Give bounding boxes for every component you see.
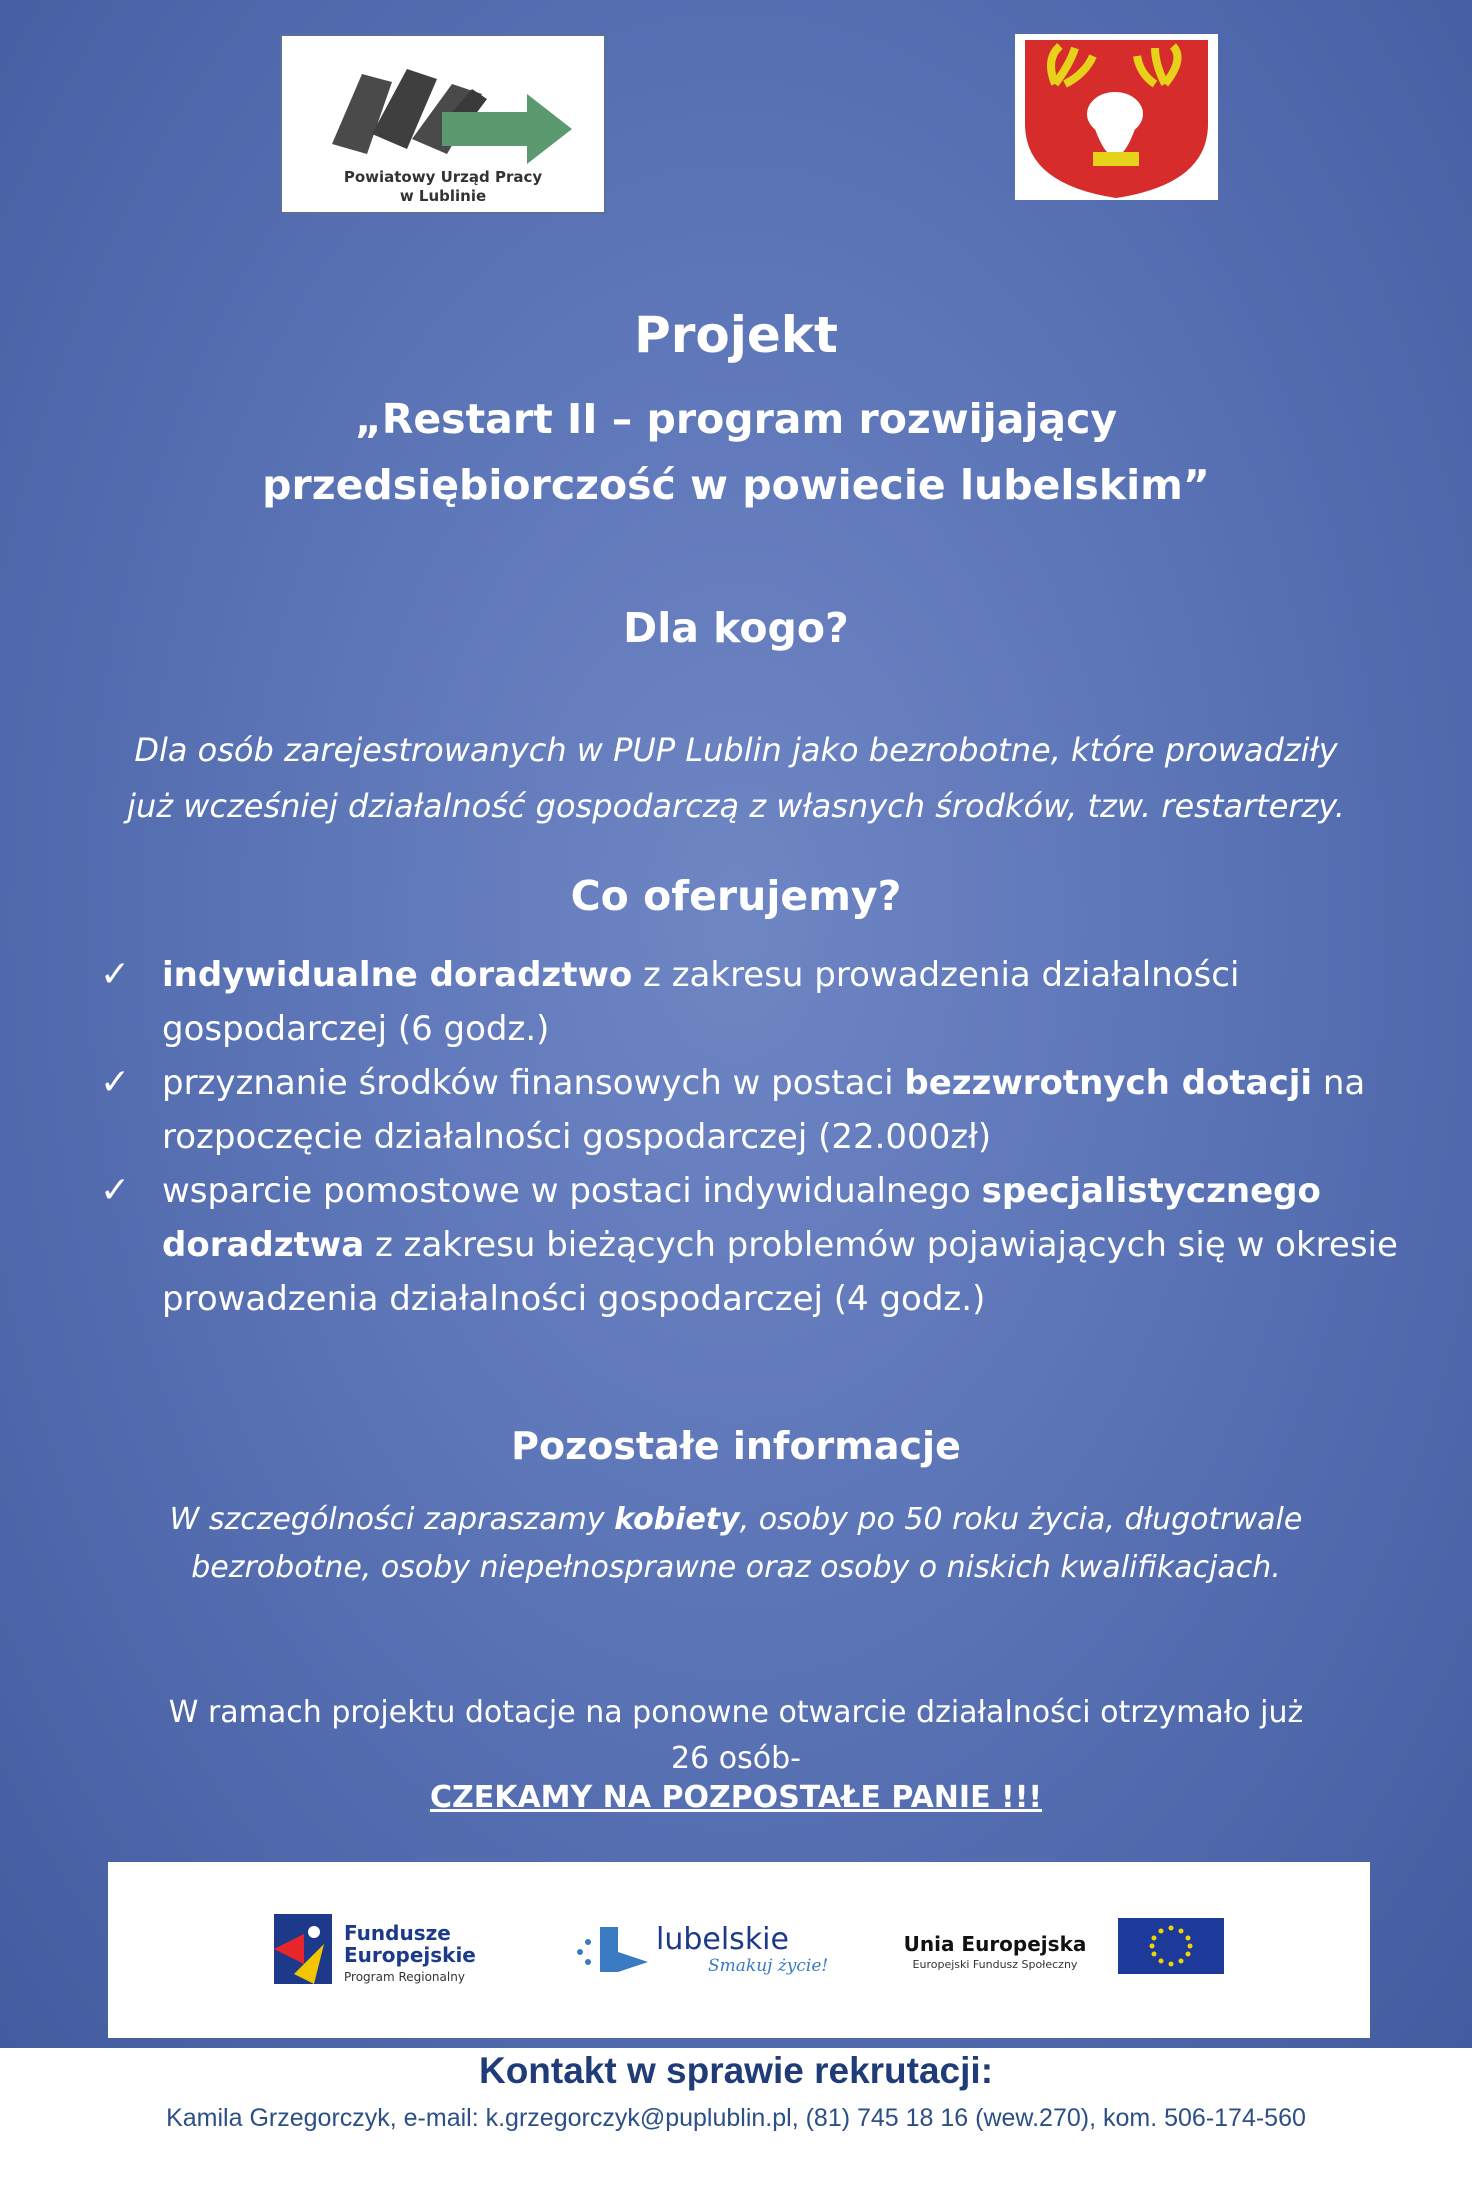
office-logo-line1: Powiatowy Urząd Pracy <box>343 168 543 186</box>
offer-item-text: wsparcie pomostowe w postaci indywidualnego <box>162 1171 982 1211</box>
office-logo <box>280 34 606 214</box>
contact-heading: Kontakt w sprawie rekrutacji: <box>478 2050 994 2091</box>
office-logo-line2: w Lublinie <box>399 187 487 205</box>
summary-text <box>0 1690 1472 1782</box>
eu-funds-logo-icon <box>274 1914 332 1984</box>
eu-flag-icon <box>1118 1918 1224 1974</box>
check-icon: ✓ <box>100 1062 131 1103</box>
deer-crest-icon <box>1015 34 1218 200</box>
project-title: Projekt <box>634 306 838 364</box>
fe-line1: Fundusze <box>344 1921 451 1945</box>
lubelskie-slogan: Smakuj życie! <box>708 1956 829 1976</box>
for-whom-text <box>0 722 1472 834</box>
offer-item-text: z zakresu bieżących problemów pojawiających się w okresie prowadzenia działalności gospodarczej (4 godz.) <box>162 1225 1398 1319</box>
subtitle-line1: „Restart II – program rozwijający <box>354 395 1118 443</box>
eu-title: Unia Europejska <box>903 1932 1087 1956</box>
lubelskie-logo-icon <box>570 1922 650 1982</box>
offer-item-text: z zakresu prowadzenia działalności gospodarczej (6 godz.) <box>162 955 1240 1049</box>
for-whom-heading: Dla kogo? <box>623 604 849 652</box>
fe-line3: Program Regionalny <box>344 1970 465 1984</box>
project-subtitle <box>0 386 1472 518</box>
other-info-text <box>0 1496 1472 1592</box>
other-line1-b: , osoby po 50 roku życia, długotrwale <box>739 1502 1303 1537</box>
offer-item <box>100 1056 1400 1164</box>
lubelskie-text: lubelskie <box>656 1922 789 1957</box>
other-line1-a: W szczególności zapraszamy <box>169 1502 615 1537</box>
check-icon: ✓ <box>100 954 131 995</box>
offer-list <box>100 948 1400 1326</box>
other-info-heading: Pozostałe informacje <box>511 1424 961 1468</box>
summary-line2: 26 osób- <box>671 1741 801 1776</box>
eu-funds-text <box>344 1922 476 1988</box>
offer-item <box>100 948 1400 1056</box>
contact-details: Kamila Grzegorczyk, e-mail: k.grzegorczyk@puplublin.pl, (81) 745 18 16 (wew.270), kom. 506-174-560 <box>166 2104 1306 2132</box>
summary-line1: W ramach projektu dotacje na ponowne otwarcie działalności otrzymało już <box>168 1695 1304 1730</box>
for-whom-line2: już wcześniej działalność gospodarczą z własnych środków, tzw. restarterzy. <box>127 787 1345 825</box>
coat-of-arms <box>1015 34 1218 200</box>
offer-item-bold: indywidualne doradztwo <box>162 955 633 995</box>
offer-item-bold: bezzwrotnych dotacji <box>904 1063 1313 1103</box>
eu-subtitle: Europejski Fundusz Społeczny <box>912 1958 1078 1971</box>
offer-item <box>100 1164 1400 1326</box>
other-line1-bold: kobiety <box>614 1502 740 1537</box>
call-to-action: CZEKAMY NA POZPOSTAŁE PANIE !!! <box>429 1780 1043 1815</box>
subtitle-line2: przedsiębiorczość w powiecie lubelskim” <box>262 461 1210 509</box>
offer-item-bold: specjalistycznego doradztwa <box>162 1171 1321 1265</box>
for-whom-line1: Dla osób zarejestrowanych w PUP Lublin jako bezrobotne, które prowadziły <box>134 731 1338 769</box>
offer-item-text: na rozpoczęcie działalności gospodarczej (22.000zł) <box>162 1063 1366 1157</box>
funding-logos <box>108 1862 1370 2038</box>
offer-heading: Co oferujemy? <box>570 872 902 920</box>
other-line2: bezrobotne, osoby niepełnosprawne oraz osoby o niskich kwalifikacjach. <box>191 1550 1281 1585</box>
offer-item-text: przyznanie środków finansowych w postaci <box>162 1063 905 1103</box>
fe-line2: Europejskie <box>344 1943 476 1967</box>
check-icon: ✓ <box>100 1170 131 1211</box>
office-logo-icon <box>312 54 582 164</box>
